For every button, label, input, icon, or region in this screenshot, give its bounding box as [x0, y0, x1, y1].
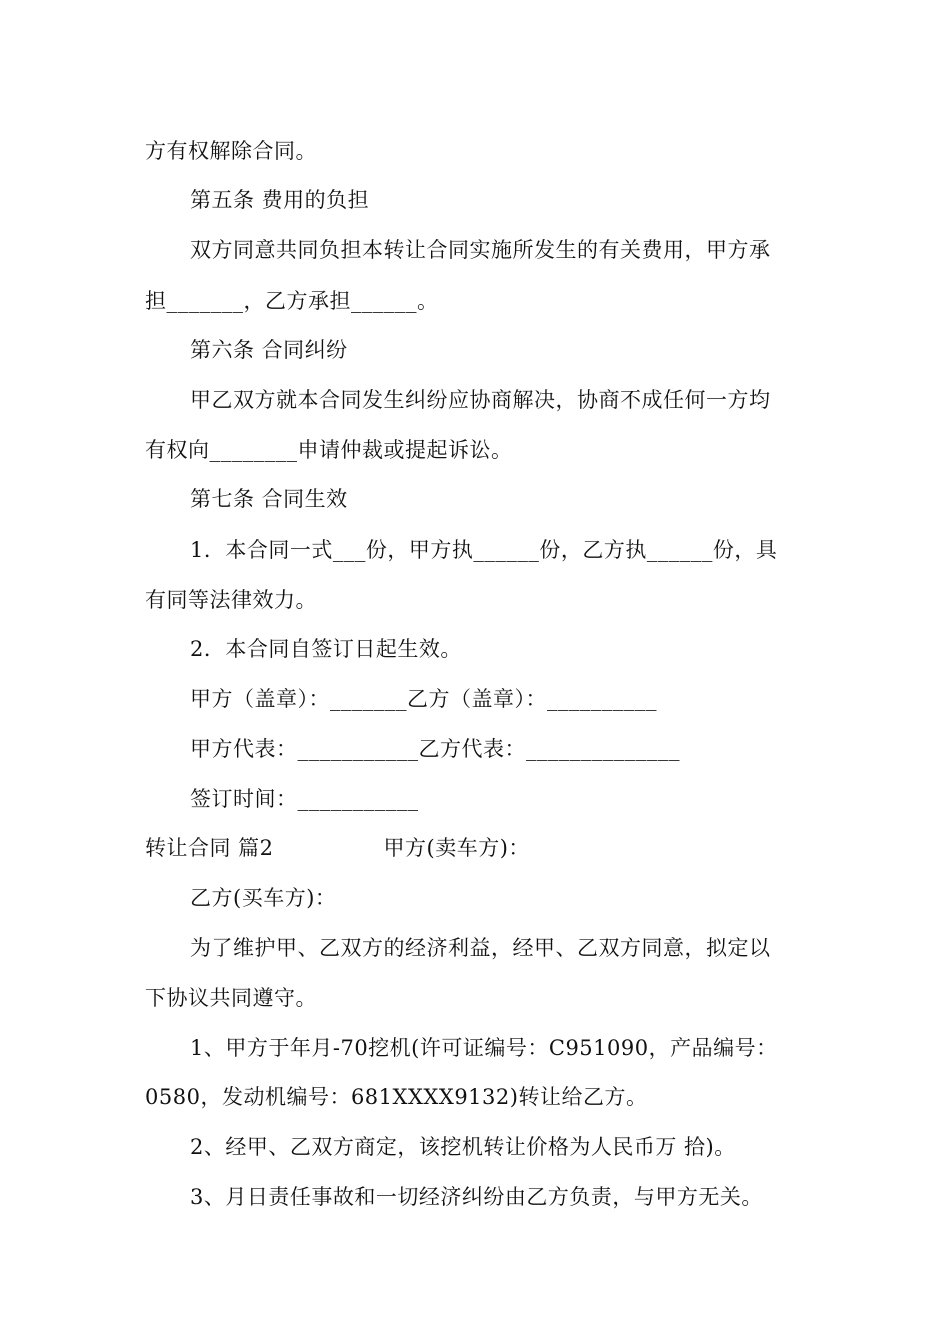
article-7-heading: 第七条 合同生效 [190, 487, 348, 511]
paragraph-line: 甲乙双方就本合同发生纠纷应协商解决，协商不成任何一方均 [190, 388, 771, 412]
paragraph-line: 有同等法律效力。 [145, 588, 317, 612]
signature-line-representative: 甲方代表：___________乙方代表：______________ [190, 737, 680, 761]
article-6-heading: 第六条 合同纠纷 [190, 338, 348, 362]
paragraph-line: 双方同意共同负担本转让合同实施所发生的有关费用，甲方承 [190, 238, 771, 262]
paragraph-line: 担_______，乙方承担______。 [145, 289, 439, 313]
clause-1: 1、甲方于年月-70挖机(许可证编号：C951090，产品编号： [190, 1036, 778, 1060]
paragraph-line: 0580，发动机编号：681XXXX9132)转让给乙方。 [145, 1085, 648, 1109]
party-a-label: 甲方(卖车方)： [383, 836, 530, 860]
article-5-heading: 第五条 费用的负担 [190, 188, 370, 212]
paragraph-line: 1．本合同一式___份，甲方执______份，乙方执______份，具 [190, 538, 778, 562]
section-title: 转让合同 篇2 [145, 836, 274, 860]
signature-line-date: 签订时间：___________ [190, 787, 419, 811]
paragraph-line: 下协议共同遵守。 [145, 986, 317, 1010]
clause-2: 2、经甲、乙双方商定，该挖机转让价格为人民币万 拾)。 [190, 1135, 736, 1159]
clause-3: 3、月日责任事故和一切经济纠纷由乙方负责，与甲方无关。 [190, 1185, 763, 1209]
party-b-label: 乙方(买车方)： [190, 886, 337, 910]
signature-line-seal: 甲方（盖章）：_______乙方（盖章）：__________ [190, 687, 657, 711]
paragraph-line: 为了维护甲、乙双方的经济利益，经甲、乙双方同意，拟定以 [190, 936, 771, 960]
paragraph-line: 2．本合同自签订日起生效。 [190, 637, 462, 661]
paragraph-line: 有权向________申请仲裁或提起诉讼。 [145, 438, 513, 462]
paragraph-line: 方有权解除合同。 [145, 139, 317, 163]
section-heading [145, 833, 825, 863]
